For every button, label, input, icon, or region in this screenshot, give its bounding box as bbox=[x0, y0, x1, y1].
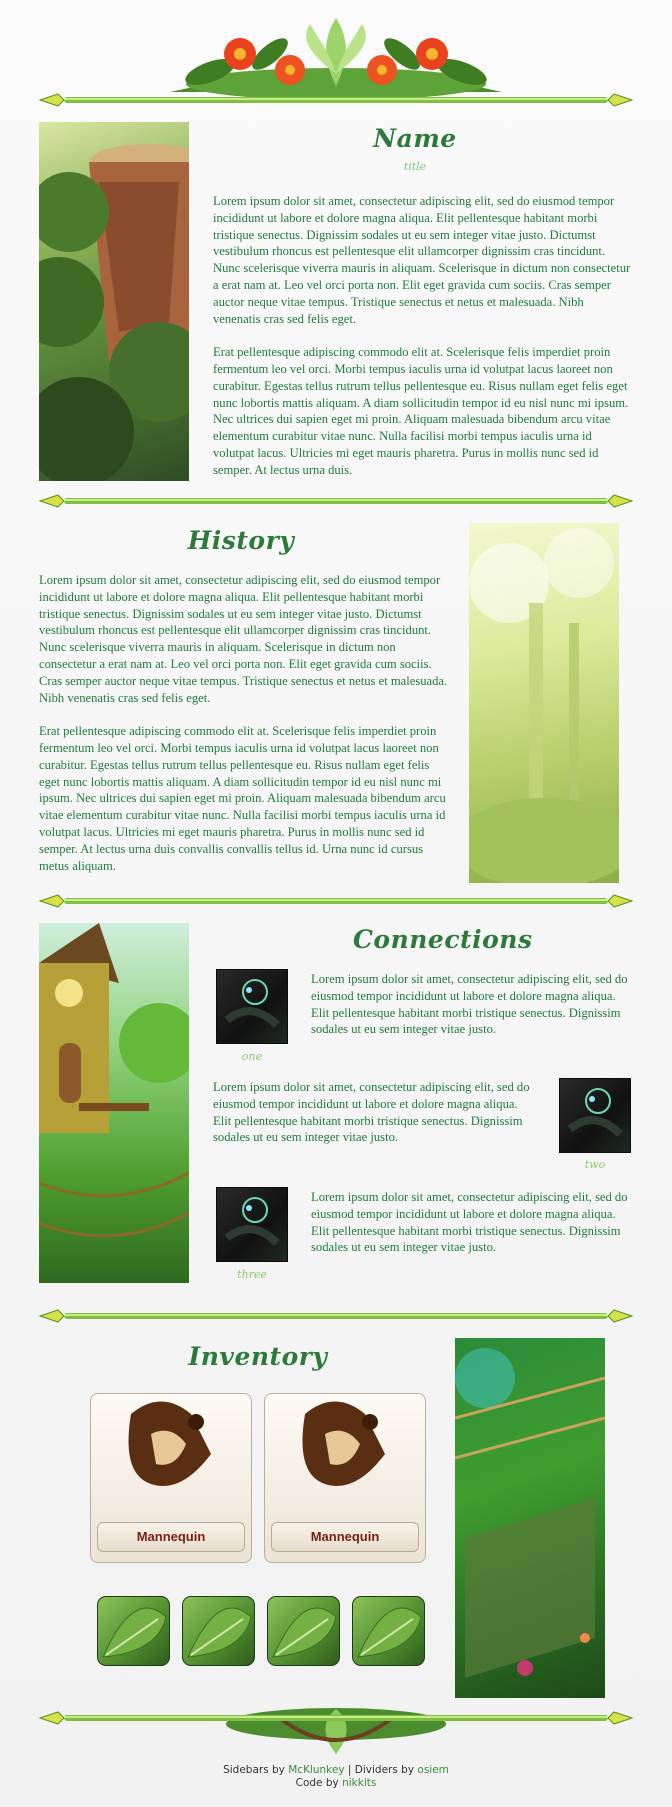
divider bbox=[38, 493, 634, 509]
connection-thumbnail[interactable] bbox=[559, 1078, 631, 1153]
sidebars-credit-label: Sidebars by bbox=[223, 1764, 285, 1776]
dragon-icon bbox=[91, 1394, 251, 1514]
connection-text: Lorem ipsum dolor sit amet, consectetur adipiscing elit, sed do eiusmod tempor incididunt ut labore et dolore magna aliqua. Elit pellentesque habitant morbi tristique senectus. Dignissim sodales ut eu sem integer vitae justo. bbox=[311, 1190, 628, 1255]
sidebars-author-link[interactable]: McKlunkey bbox=[288, 1764, 345, 1776]
inventory-heading: Inventory bbox=[188, 1342, 328, 1371]
history-paragraph: Erat pellentesque adipiscing commodo elit at. Scelerisque felis imperdiet proin fermentum leo vel orci. Morbi tempus iaculis urna id volutpat lacus laoreet non curabitur. Egestas tellus rutrum tellus pellentesque eu. Risus nullam eget felis eget nunc lobortis mattis aliquam. A diam sollicitudin tempor id eu nisl nunc mi ipsum. Nec ultrices dui sapien eget mi proin. Aliquam malesuada bibendum arcu vitae elementum curabitur vitae nunc. Nulla facilisi morbi tempus iaculis urna id volutpat lacus. Ultricies mi eget mauris pharetra. Purus in mollis nunc sed id semper. At lectus urna duis convallis convallis tellus id. Urna nunc id cursus metus aliquam. bbox=[39, 724, 446, 873]
credits-line-1 bbox=[0, 1764, 672, 1777]
connection-thumbnail[interactable] bbox=[216, 1187, 288, 1262]
sidebar-image-cliff bbox=[39, 122, 189, 481]
profile-name: Name bbox=[373, 124, 457, 153]
sidebar-image-treehouse bbox=[39, 923, 189, 1283]
profile-paragraph: Lorem ipsum dolor sit amet, consectetur adipiscing elit, sed do eiusmod tempor incididunt ut labore et dolore magna aliqua. Elit pellentesque habitant morbi tristique senectus. Dignissim sodales ut eu sem integer vitae justo. Dictumst vestibulum rhoncus est pellentesque elit ullamcorper dignissim cras tincidunt. Nunc scelerisque viverra mauris in aliquam. Scelerisque in dictum non consectetur a erat nam at. Leo vel orci porta non. Elit eget gravida cum sociis. Cras semper auctor neque vitae tempus. Tristique senectus et netus et malesuada. Nibh venenatis cras sed felis eget. bbox=[213, 194, 631, 326]
profile-paragraph: Erat pellentesque adipiscing commodo elit at. Scelerisque felis imperdiet proin fermentum leo vel orci. Morbi tempus iaculis urna id volutpat lacus laoreet non curabitur. Egestas tellus rutrum tellus pellentesque eu. Risus nullam eget felis eget nunc lobortis mattis aliquam. A diam sollicitudin tempor id eu nisl nunc mi ipsum. Nec ultrices dui sapien eget mi proin. Aliquam malesuada bibendum arcu vitae elementum curabitur vitae nunc. Nulla facilisi morbi tempus iaculis urna id volutpat lacus. Ultricies mi eget mauris pharetra. Purus in mollis nunc sed id semper. At lectus urna duis. bbox=[213, 345, 629, 477]
inventory-leaf-item[interactable] bbox=[97, 1596, 170, 1666]
inventory-card[interactable] bbox=[264, 1393, 426, 1563]
sidebar-image-forest bbox=[469, 523, 619, 883]
top-banner-flowers bbox=[150, 14, 522, 100]
dragon-icon bbox=[265, 1394, 425, 1514]
history-paragraph: Lorem ipsum dolor sit amet, consectetur adipiscing elit, sed do eiusmod tempor incididunt ut labore et dolore magna aliqua. Elit pellentesque habitant morbi tristique senectus. Dignissim sodales ut eu sem integer vitae justo. Dictumst vestibulum rhoncus est pellentesque elit ullamcorper dignissim cras tincidunt. Nunc scelerisque viverra mauris in aliquam. Scelerisque in dictum non consectetur a erat nam at. Leo vel orci porta non. Elit eget gravida cum sociis. Cras semper auctor neque vitae tempus. Tristique senectus et netus et malesuada. Nibh venenatis cras sed felis eget. bbox=[39, 573, 448, 705]
connection-thumbnail[interactable] bbox=[216, 969, 288, 1044]
inventory-card[interactable] bbox=[90, 1393, 252, 1563]
history-heading: History bbox=[187, 526, 295, 555]
divider bbox=[38, 893, 634, 909]
inventory-leaf-item[interactable] bbox=[267, 1596, 340, 1666]
dividers-author-link[interactable]: osiem bbox=[417, 1764, 449, 1776]
connections-heading: Connections bbox=[353, 925, 533, 954]
inventory-card-label: Mannequin bbox=[271, 1522, 419, 1552]
connection-text: Lorem ipsum dolor sit amet, consectetur adipiscing elit, sed do eiusmod tempor incididunt ut labore et dolore magna aliqua. Elit pellentesque habitant morbi tristique senectus. Dignissim sodales ut eu sem integer vitae justo. bbox=[213, 1080, 530, 1145]
divider bbox=[38, 1308, 634, 1324]
credits-separator: | bbox=[347, 1764, 352, 1776]
inventory-leaf-item[interactable] bbox=[352, 1596, 425, 1666]
connection-caption: three bbox=[237, 1268, 267, 1281]
connection-caption: two bbox=[584, 1158, 606, 1171]
profile-bio bbox=[213, 193, 631, 479]
inventory-card-label: Mannequin bbox=[97, 1522, 245, 1552]
history-text bbox=[39, 572, 449, 874]
credits-line-2 bbox=[0, 1777, 672, 1790]
credits-footer bbox=[0, 1764, 672, 1790]
inventory-leaf-item[interactable] bbox=[182, 1596, 255, 1666]
connection-text: Lorem ipsum dolor sit amet, consectetur adipiscing elit, sed do eiusmod tempor incididunt ut labore et dolore magna aliqua. Elit pellentesque habitant morbi tristique senectus. Dignissim sodales ut eu sem integer vitae justo. bbox=[311, 972, 628, 1037]
connection-caption: one bbox=[241, 1050, 263, 1063]
sidebar-image-rope-bridge bbox=[455, 1338, 605, 1698]
profile-title: title bbox=[403, 160, 427, 173]
divider bbox=[38, 92, 634, 108]
dividers-credit-label: Dividers by bbox=[354, 1764, 415, 1776]
code-author-link[interactable]: nikkits bbox=[342, 1777, 377, 1789]
code-credit-label: Code by bbox=[295, 1777, 339, 1789]
divider bbox=[38, 1710, 634, 1726]
